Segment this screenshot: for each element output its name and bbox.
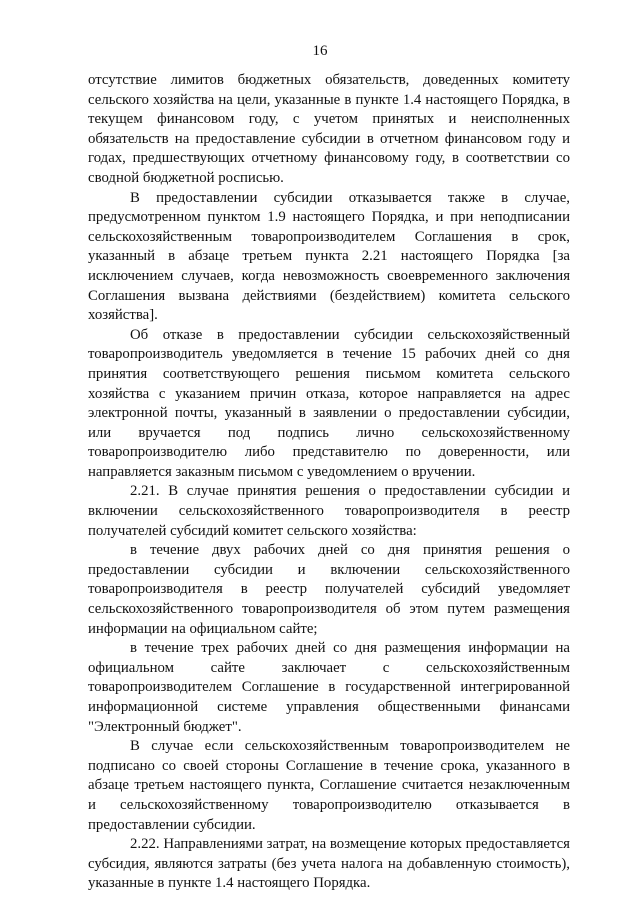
document-body — [88, 71, 570, 894]
paragraph-two-days: в течение двух рабочих дней со дня принятия решения о предоставлении субсидии и включении сельскохозяйственного товаропроизводителя в реестр получателей субсидий уведомляет сельскохозяйственного товаропроизводителя об этом путем размещения информации на официальном сайте; — [88, 542, 570, 637]
paragraph-refusal-also: В предоставлении субсидии отказывается также в случае, предусмотренном пунктом 1.9 настоящего Порядка, и при неподписании сельскохозяйственным товаропроизводителем Соглашения в срок, указанный в абзаце третьем пункта 2.21 настоящего Порядка [за исключением случаев, когда невозможность своевременного заключения Соглашения вызвана действиями (бездействием) комитета сельского хозяйства]. — [88, 189, 570, 324]
paragraph-budget-limits: отсутствие лимитов бюджетных обязательств, доведенных комитету сельского хозяйства на цели, указанные в пункте 1.4 настоящего Порядка, в текущем финансовом году, с учетом принятых и неисполненных обязательств на предоставление субсидии в отчетном финансовом году и годах, предшествующих отчетному финансовому году, в соответствии со сводной бюджетной росписью. — [88, 72, 570, 186]
paragraph-2-22: 2.22. Направлениями затрат, на возмещение которых предоставляется субсидия, являются затраты (без учета налога на добавленную стоимость), указанные в пункте 1.4 настоящего Порядка. — [88, 836, 570, 892]
paragraph-refusal-notice: Об отказе в предоставлении субсидии сельскохозяйственный товаропроизводитель уведомляется в течение 15 рабочих дней со дня принятия соответствующего решения письмом комитета сельского хозяйства с указанием причин отказа, которое направляется на адрес электронной почты, указанный в заявлении о предоставлении субсидии, или вручается под подпись лично сельскохозяйственному товаропроизводителю либо представителю по доверенности, или направляется заказным письмом с уведомлением о вручении. — [88, 326, 570, 480]
paragraph-2-21: 2.21. В случае принятия решения о предоставлении субсидии и включении сельскохозяйственного товаропроизводителя в реестр получателей субсидий комитет сельского хозяйства: — [88, 483, 570, 539]
paragraph-not-signed: В случае если сельскохозяйственным товаропроизводителем не подписано со своей стороны Соглашение в течение срока, указанного в абзаце третьем настоящего пункта, Соглашение считается незаключенным и сельскохозяйственному товаропроизводителю отказывается в предоставлении субсидии. — [88, 738, 570, 833]
paragraph-three-days: в течение трех рабочих дней со дня размещения информации на официальном сайте заключает с сельскохозяйственным товаропроизводителем Соглашение в государственной интегрированной информационной системе управления общественными финансами "Электронный бюджет". — [88, 640, 570, 735]
page-number: 16 — [312, 43, 328, 59]
